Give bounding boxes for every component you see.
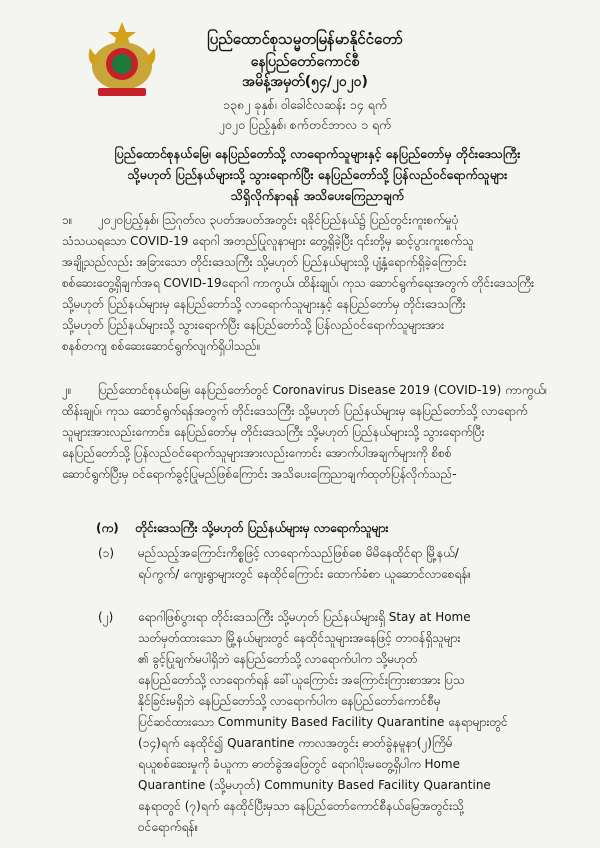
header-date-gregorian: ၂၀၂၀ ပြည့်နှစ်၊ စက်တင်ဘာလ ၁ ရက် xyxy=(218,117,392,132)
paragraph-number: ၂။ xyxy=(62,383,72,397)
item-line: နိုင်ခြင်းမရှိဘဲ နေပြည်တော်သို့ လာရောက်ပါက နေပြည်တော်ကောင်စီမှ xyxy=(138,694,441,708)
paragraph-line: သို့မဟုတ် ပြည်နယ်များသို့ သွားရောက်ပြီး နေပြည်တော်သို့ ပြန်လည်ဝင်ရောက်သူများအား xyxy=(62,318,445,332)
header-council: နေပြည်တော်ကောင်စီ xyxy=(250,54,360,70)
paragraph-line: စစ်ဆေးတွေ့ရှိချက်အရ COVID-19ရောဂါ ကာကွယ်၊ ထိန်းချုပ်၊ ကုသ ဆောင်ရွက်ရေးအတွက် တိုင်းဒေသကြီး xyxy=(62,276,535,290)
header-order-number: အမိန့်အမှတ်(၅၄/၂၀၂၀) xyxy=(242,74,368,90)
item-line: ရပ်ကွက်/ ကျေးရွာများတွင် နေထိုင်ကြောင်း ထောက်ခံစာ ယူဆောင်လာစေရန်။ xyxy=(138,567,472,581)
list-item-2 xyxy=(98,607,558,838)
paragraph-line: ဆောင်ရွက်ပြီးမှ ဝင်ရောက်ခွင့်ပြုမည်ဖြစ်ကြောင်း အသိပေးကြေညာချက်ထုတ်ပြန်လိုက်သည်- xyxy=(62,467,457,481)
paragraph-1 xyxy=(62,210,562,357)
paragraph-line: သံသယရသော COVID-19 ရောဂါ အတည်ပြုလူနာများ တွေ့ရှိခဲ့ပြီး ၎င်းတို့မှ ဆင့်ပွားကူးစက်သူ xyxy=(62,234,474,248)
item-line: သတ်မှတ်ထားသော မြို့နယ်များတွင် နေထိုင်သူများအနေဖြင့် တာဝန်ရှိသူများ xyxy=(138,631,461,645)
list-item-1 xyxy=(98,543,558,585)
subsection-marker: (က) xyxy=(96,521,119,535)
item-line: (၁၄)ရက် နေထိုင်၍ Quarantine ကာလအတွင်း ဓာတ်ခွဲနမူနာ(၂)ကြိမ် xyxy=(138,736,453,750)
paragraph-line: အချို့သည်လည်း အခြားသော တိုင်းဒေသကြီး သို့မဟုတ် ပြည်နယ်များသို့ ပျံ့နှံ့ရောက်ရှိခဲ့ကြောင်း xyxy=(62,255,467,269)
paragraph-line: ထိန်းချုပ်၊ ကုသ ဆောင်ရွက်ရန်အတွက် တိုင်းဒေသကြီး သို့မဟုတ် ပြည်နယ်များမှ နေပြည်တော်သို့ လာရောက် xyxy=(62,404,528,418)
announcement-title xyxy=(80,143,555,206)
header-date-myanmar: ၁၃၈၂ ခုနှစ်၊ ဝါခေါင်လဆန်း ၁၄ ရက် xyxy=(222,97,388,112)
paragraph-line: စနစ်တကျ စစ်ဆေးဆောင်ရွက်လျက်ရှိပါသည်။ xyxy=(62,339,261,353)
item-line: ၏ ခွင့်ပြုချက်မပါရှိဘဲ နေပြည်တော်သို့ လာရောက်ပါက သို့မဟုတ် xyxy=(138,652,418,666)
item-line: Quarantine (သို့မဟုတ်) Community Based Facility Quarantine xyxy=(138,778,491,792)
title-line: သိရှိလိုက်နာရန် အသိပေးကြေညာချက် xyxy=(230,188,405,203)
item-line: ဝင်ရောက်ရန်။ xyxy=(138,820,199,834)
header-country: ပြည်ထောင်စုသမ္မတမြန်မာနိုင်ငံတော် xyxy=(207,30,403,48)
item-line: နေပြည်တော်သို့ လာရောက်ရန် ခေါ်ယူကြောင်း အကြောင်းကြားစာအား ပြသ xyxy=(138,673,465,687)
paragraph-line: နေပြည်တော်သို့ ပြန်လည်ဝင်ရောက်သူများအားလည်းကောင်း အောက်ပါအချက်များကို စိစစ် xyxy=(62,446,452,460)
paragraph-2 xyxy=(62,380,562,485)
paragraph-line: ၂။ ပြည်ထောင်စုနယ်မြေ၊ နေပြည်တော်တွင် Coronavirus Disease 2019 (COVID-19) ကာကွယ်၊ xyxy=(62,380,562,401)
paragraph-line: သို့မဟုတ် ပြည်နယ်များမှ နေပြည်တော်သို့ လာရောက်သူများနှင့် နေပြည်တော်မှ တိုင်းဒေသကြီး xyxy=(62,297,466,311)
subsection-a-heading xyxy=(96,518,388,539)
title-line: သို့မဟုတ် ပြည်နယ်များသို့ သွားရောက်ပြီး နေပြည်တော်သို့ ပြန်လည်ဝင်ရောက်သူများ xyxy=(127,167,508,182)
paragraph-number: ၁။ xyxy=(62,213,73,227)
item-marker: (၂) xyxy=(98,610,114,624)
item-marker: (၁) xyxy=(98,546,115,560)
item-line: မည်သည့်အကြောင်းကိစ္စဖြင့် လာရောက်သည်ဖြစ်စေ မိမိနေထိုင်ရာ မြို့နယ်/ xyxy=(138,546,459,560)
item-line: ပြင်ဆင်ထားသော Community Based Facility Quarantine နေရာများတွင် xyxy=(138,715,508,729)
title-line: ပြည်ထောင်စုနယ်မြေ၊ နေပြည်တော်သို့ လာရောက်သူများနှင့် နေပြည်တော်မှ တိုင်းဒေသကြီး xyxy=(114,146,521,161)
subsection-title: တိုင်းဒေသကြီး သို့မဟုတ် ပြည်နယ်များမှ လာရောက်သူများ xyxy=(135,521,389,535)
item-line: ရယူစစ်ဆေးမှုကို ခံယူကာ ဓာတ်ခွဲအဖြေတွင် ရောဂါပိုးမတွေ့ရှိပါက Home xyxy=(138,757,460,771)
paragraph-line: ၁။ ၂၀၂၀ပြည့်နှစ်၊ ဩဂုတ်လ ၃ပတ်အပတ်အတွင်း ရခိုင်ပြည်နယ်၌ ပြည်တွင်းကူးစက်မှုပုံ xyxy=(62,210,562,231)
item-line: ရောဂါဖြစ်ပွားရာ တိုင်းဒေသကြီး သို့မဟုတ် ပြည်နယ်များရှိ Stay at Home xyxy=(138,610,471,624)
item-line: နေရာတွင် (၇)ရက် နေထိုင်ပြီးမှသာ နေပြည်တော်ကောင်စီနယ်မြေအတွင်းသို့ xyxy=(138,799,464,813)
paragraph-line: သူများအားလည်းကောင်း၊ နေပြည်တော်မှ တိုင်းဒေသကြီး သို့မဟုတ် ပြည်နယ်များသို့ သွားရောက်ပြီး xyxy=(62,425,485,439)
